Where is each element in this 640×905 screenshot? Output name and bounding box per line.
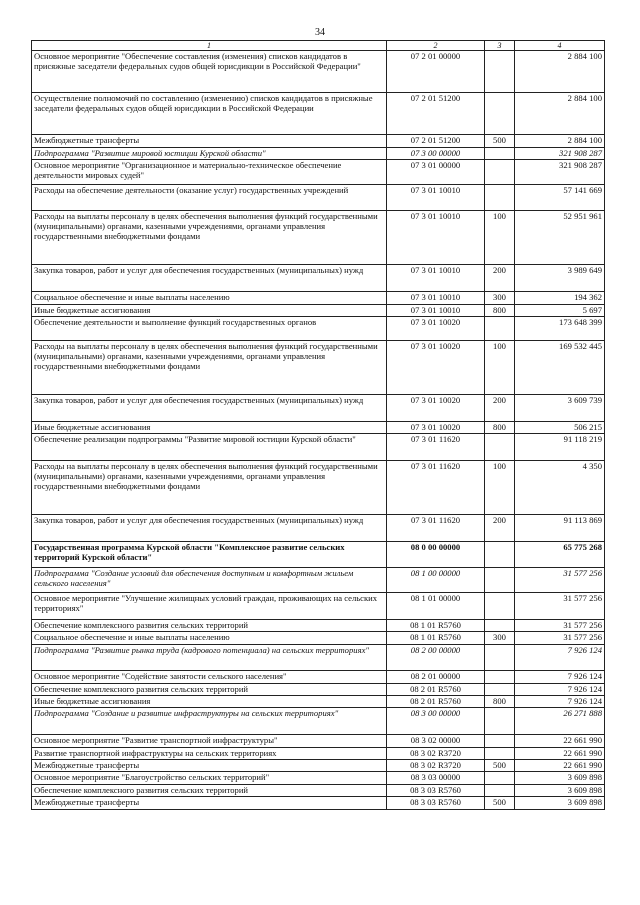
table-row — [32, 632, 605, 645]
row-amount: 2 884 100 — [515, 135, 605, 148]
row-amount: 169 532 445 — [515, 341, 605, 395]
row-type: 100 — [485, 341, 515, 395]
table-row — [32, 160, 605, 185]
table-row — [32, 797, 605, 810]
row-type — [485, 708, 515, 735]
row-code: 07 3 01 10010 — [387, 185, 485, 211]
row-name: Подпрограмма "Создание условий для обеспечения доступным и комфортным жильем сельского населения" — [32, 568, 387, 593]
row-type — [485, 684, 515, 696]
row-type: 300 — [485, 292, 515, 305]
row-code: 08 1 00 00000 — [387, 568, 485, 593]
row-amount: 194 362 — [515, 292, 605, 305]
table-row — [32, 51, 605, 93]
page-number: 34 — [315, 27, 325, 38]
row-type: 100 — [485, 211, 515, 265]
row-code: 07 3 01 10010 — [387, 292, 485, 305]
row-amount: 7 926 124 — [515, 696, 605, 708]
table-row — [32, 620, 605, 632]
table-row — [32, 515, 605, 542]
table-row — [32, 772, 605, 785]
row-type — [485, 51, 515, 93]
row-code: 07 3 01 10020 — [387, 317, 485, 341]
table-row — [32, 785, 605, 797]
row-name: Основное мероприятие "Благоустройство сельских территорий" — [32, 772, 387, 785]
row-name: Обеспечение деятельности и выполнение функций государственных органов — [32, 317, 387, 341]
row-code: 08 3 02 00000 — [387, 735, 485, 748]
row-name: Межбюджетные трансферты — [32, 797, 387, 810]
header-cell-type: 3 — [485, 41, 515, 51]
row-code: 07 3 01 10010 — [387, 265, 485, 292]
row-amount: 5 697 — [515, 305, 605, 317]
header-row — [32, 41, 605, 51]
row-code: 08 3 03 R5760 — [387, 797, 485, 810]
table-row — [32, 422, 605, 434]
row-name: Подпрограмма "Развитие мировой юстиции Курской области" — [32, 148, 387, 160]
row-name: Иные бюджетные ассигнования — [32, 696, 387, 708]
row-amount: 173 648 399 — [515, 317, 605, 341]
table-row — [32, 305, 605, 317]
row-amount: 3 609 898 — [515, 772, 605, 785]
row-code: 07 3 01 10020 — [387, 395, 485, 422]
row-type — [485, 160, 515, 185]
row-name: Закупка товаров, работ и услуг для обеспечения государственных (муниципальных) нужд — [32, 515, 387, 542]
row-name: Закупка товаров, работ и услуг для обеспечения государственных (муниципальных) нужд — [32, 395, 387, 422]
row-code: 08 1 01 00000 — [387, 593, 485, 620]
row-type — [485, 645, 515, 671]
row-code: 07 3 01 10010 — [387, 305, 485, 317]
row-amount: 31 577 256 — [515, 632, 605, 645]
row-code: 07 3 01 11620 — [387, 515, 485, 542]
row-code: 07 3 01 00000 — [387, 160, 485, 185]
row-type — [485, 434, 515, 461]
table-row — [32, 395, 605, 422]
row-amount: 2 884 100 — [515, 93, 605, 135]
row-type: 500 — [485, 797, 515, 810]
row-code: 08 3 00 00000 — [387, 708, 485, 735]
row-type — [485, 671, 515, 684]
row-name: Государственная программа Курской области "Комплексное развитие сельских территорий Курской области" — [32, 542, 387, 568]
table-row — [32, 211, 605, 265]
row-name: Осуществление полномочий по составлению (изменению) списков кандидатов в присяжные заседатели федеральных судов общей юрисдикции в Российской Федерации — [32, 93, 387, 135]
table-row — [32, 341, 605, 395]
row-type — [485, 593, 515, 620]
row-amount: 7 926 124 — [515, 645, 605, 671]
row-type: 300 — [485, 632, 515, 645]
row-name: Межбюджетные трансферты — [32, 135, 387, 148]
row-name: Расходы на выплаты персоналу в целях обеспечения выполнения функций государственными (муниципальными) органами, казенными учреждениями, органами управления государственными внебюджетными фондами — [32, 341, 387, 395]
row-code: 08 3 03 00000 — [387, 772, 485, 785]
row-type — [485, 568, 515, 593]
row-amount: 31 577 256 — [515, 593, 605, 620]
row-type — [485, 735, 515, 748]
row-code: 08 3 02 R3720 — [387, 748, 485, 760]
row-type — [485, 185, 515, 211]
row-amount: 26 271 888 — [515, 708, 605, 735]
table-row — [32, 185, 605, 211]
row-type — [485, 542, 515, 568]
row-type — [485, 620, 515, 632]
row-amount: 22 661 990 — [515, 748, 605, 760]
row-amount: 7 926 124 — [515, 671, 605, 684]
row-name: Основное мероприятие "Развитие транспортной инфраструктуры" — [32, 735, 387, 748]
table-row — [32, 735, 605, 748]
row-amount: 7 926 124 — [515, 684, 605, 696]
row-code: 08 0 00 00000 — [387, 542, 485, 568]
row-code: 08 3 02 R3720 — [387, 760, 485, 772]
table-row — [32, 645, 605, 671]
row-type: 200 — [485, 265, 515, 292]
row-amount: 3 609 898 — [515, 797, 605, 810]
row-type: 200 — [485, 395, 515, 422]
row-amount: 321 908 287 — [515, 148, 605, 160]
row-code: 07 2 01 00000 — [387, 51, 485, 93]
row-name: Основное мероприятие "Обеспечение составления (изменения) списков кандидатов в присяжные заседатели федеральных судов общей юрисдикции в Российской Федерации" — [32, 51, 387, 93]
table-row — [32, 93, 605, 135]
header-cell-name: 1 — [32, 41, 387, 51]
row-amount: 52 951 961 — [515, 211, 605, 265]
row-code: 07 2 01 51200 — [387, 93, 485, 135]
row-amount: 31 577 256 — [515, 620, 605, 632]
row-amount: 2 884 100 — [515, 51, 605, 93]
row-type — [485, 317, 515, 341]
row-amount: 91 113 869 — [515, 515, 605, 542]
row-type: 800 — [485, 305, 515, 317]
table-row — [32, 696, 605, 708]
row-code: 08 2 01 R5760 — [387, 684, 485, 696]
row-amount: 4 350 — [515, 461, 605, 515]
row-code: 08 2 01 00000 — [387, 671, 485, 684]
row-code: 08 1 01 R5760 — [387, 620, 485, 632]
row-name: Расходы на выплаты персоналу в целях обеспечения выполнения функций государственными (муниципальными) органами, казенными учреждениями, органами управления государственными внебюджетными фондами — [32, 461, 387, 515]
row-type — [485, 785, 515, 797]
table-row — [32, 760, 605, 772]
table-row — [32, 671, 605, 684]
row-code: 07 3 01 10020 — [387, 341, 485, 395]
row-amount: 3 609 898 — [515, 785, 605, 797]
row-name: Развитие транспортной инфраструктуры на сельских территориях — [32, 748, 387, 760]
table-row — [32, 317, 605, 341]
row-type: 500 — [485, 760, 515, 772]
row-type: 100 — [485, 461, 515, 515]
row-name: Закупка товаров, работ и услуг для обеспечения государственных (муниципальных) нужд — [32, 265, 387, 292]
row-name: Расходы на выплаты персоналу в целях обеспечения выполнения функций государственными (муниципальными) органами, казенными учреждениями, органами управления государственными внебюджетными фондами — [32, 211, 387, 265]
row-amount: 3 609 739 — [515, 395, 605, 422]
table-row — [32, 434, 605, 461]
table-row — [32, 568, 605, 593]
row-type: 800 — [485, 696, 515, 708]
row-code: 07 3 01 11620 — [387, 461, 485, 515]
header-cell-amount: 4 — [515, 41, 605, 51]
table-row — [32, 684, 605, 696]
table-row — [32, 135, 605, 148]
table-row — [32, 708, 605, 735]
row-code: 07 3 01 10020 — [387, 422, 485, 434]
row-amount: 321 908 287 — [515, 160, 605, 185]
row-type — [485, 148, 515, 160]
row-type: 500 — [485, 135, 515, 148]
header-cell-code: 2 — [387, 41, 485, 51]
row-name: Основное мероприятие "Организационное и материально-техническое обеспечение деятельности мировых судей" — [32, 160, 387, 185]
row-type — [485, 772, 515, 785]
row-code: 08 3 03 R5760 — [387, 785, 485, 797]
row-name: Подпрограмма "Развитие рынка труда (кадрового потенциала) на сельских территориях" — [32, 645, 387, 671]
row-name: Социальное обеспечение и иные выплаты населению — [32, 292, 387, 305]
row-name: Иные бюджетные ассигнования — [32, 305, 387, 317]
row-amount: 22 661 990 — [515, 760, 605, 772]
table-row — [32, 748, 605, 760]
row-code: 08 2 00 00000 — [387, 645, 485, 671]
row-code: 07 3 01 11620 — [387, 434, 485, 461]
row-name: Обеспечение реализации подпрограммы "Развитие мировой юстиции Курской области" — [32, 434, 387, 461]
row-name: Подпрограмма "Создание и развитие инфраструктуры на сельских территориях" — [32, 708, 387, 735]
row-amount: 65 775 268 — [515, 542, 605, 568]
table-row — [32, 292, 605, 305]
table-row — [32, 593, 605, 620]
row-amount: 3 989 649 — [515, 265, 605, 292]
row-code: 08 1 01 R5760 — [387, 632, 485, 645]
row-code: 07 3 01 10010 — [387, 211, 485, 265]
row-code: 07 3 00 00000 — [387, 148, 485, 160]
row-name: Расходы на обеспечение деятельности (оказание услуг) государственных учреждений — [32, 185, 387, 211]
table-row — [32, 461, 605, 515]
table-row — [32, 542, 605, 568]
row-name: Иные бюджетные ассигнования — [32, 422, 387, 434]
row-name: Обеспечение комплексного развития сельских территорий — [32, 684, 387, 696]
row-name: Основное мероприятие "Содействие занятости сельского населения" — [32, 671, 387, 684]
row-code: 08 2 01 R5760 — [387, 696, 485, 708]
row-type: 200 — [485, 515, 515, 542]
row-amount: 57 141 669 — [515, 185, 605, 211]
row-code: 07 2 01 51200 — [387, 135, 485, 148]
table-row — [32, 265, 605, 292]
table-row — [32, 148, 605, 160]
row-name: Основное мероприятие "Улучшение жилищных условий граждан, проживающих на сельских территориях" — [32, 593, 387, 620]
row-name: Межбюджетные трансферты — [32, 760, 387, 772]
row-type — [485, 748, 515, 760]
row-amount: 31 577 256 — [515, 568, 605, 593]
row-name: Социальное обеспечение и иные выплаты населению — [32, 632, 387, 645]
row-type — [485, 93, 515, 135]
row-amount: 506 215 — [515, 422, 605, 434]
row-amount: 91 118 219 — [515, 434, 605, 461]
row-name: Обеспечение комплексного развития сельских территорий — [32, 785, 387, 797]
row-name: Обеспечение комплексного развития сельских территорий — [32, 620, 387, 632]
row-type: 800 — [485, 422, 515, 434]
row-amount: 22 661 990 — [515, 735, 605, 748]
budget-table — [31, 40, 605, 810]
